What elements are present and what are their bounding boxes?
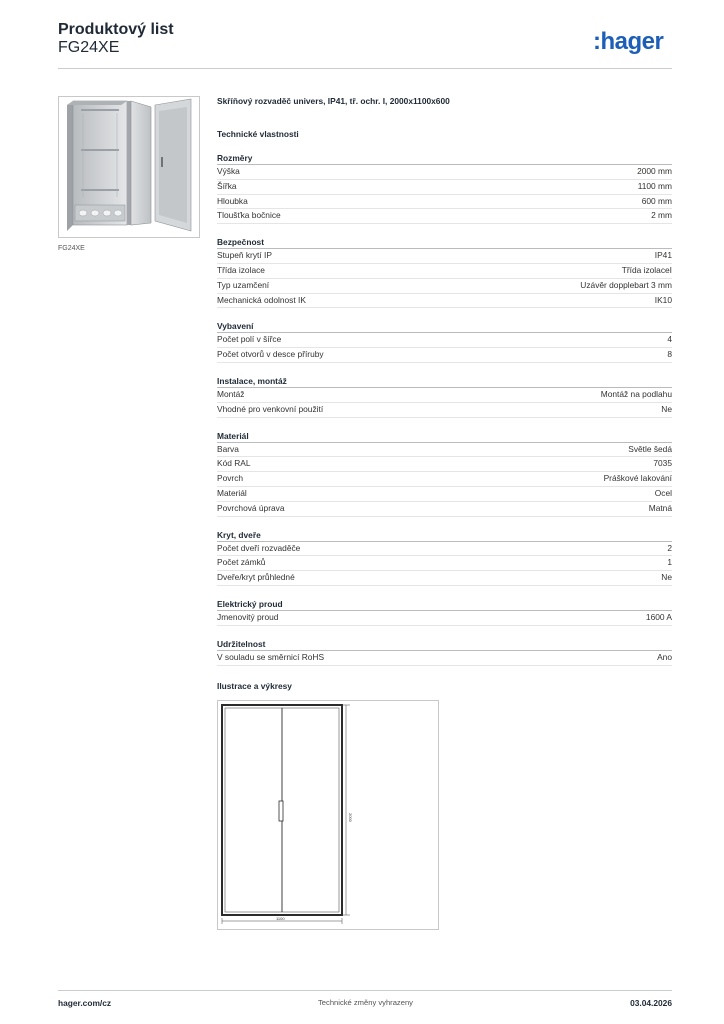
spec-label: Typ uzamčení	[217, 279, 270, 290]
footer-note: Technické změny vyhrazeny	[318, 998, 413, 1007]
spec-section	[217, 152, 672, 224]
spec-label: Mechanická odolnost IK	[217, 294, 306, 305]
spec-row	[217, 333, 672, 348]
spec-value: 2000 mm	[637, 166, 672, 176]
spec-value: 4	[667, 334, 672, 345]
spec-row	[217, 165, 672, 180]
spec-label: Barva	[217, 443, 239, 454]
spec-label: V souladu se směrnicí RoHS	[217, 651, 325, 662]
width-dimension: 1100	[276, 916, 285, 921]
spec-value: 1600 A	[645, 611, 672, 622]
spec-value: Ne	[661, 572, 672, 583]
spec-row	[217, 502, 672, 517]
spec-sections	[217, 152, 672, 666]
spec-value: Třída izolaceI	[621, 264, 672, 275]
footer-website: hager.com/cz	[58, 998, 112, 1008]
spec-label: Jmenovitý proud	[217, 611, 279, 622]
spec-label: Povrch	[217, 473, 244, 484]
spec-label: Vhodné pro venkovní použití	[217, 403, 324, 414]
footer-divider	[58, 990, 672, 991]
spec-value: 600 mm	[641, 195, 672, 206]
spec-row	[217, 348, 672, 363]
spec-value: Světle šedá	[628, 443, 672, 454]
spec-value: Matná	[648, 502, 672, 513]
product-code: FG24XE	[58, 39, 120, 56]
section-title: Udržitelnost	[217, 638, 672, 651]
footer-date: 03.04.2026	[630, 998, 672, 1008]
spec-value: IK10	[654, 294, 672, 305]
spec-row	[217, 472, 672, 487]
spec-row	[217, 403, 672, 418]
spec-label: Montáž	[217, 388, 245, 399]
section-title: Instalace, montáž	[217, 375, 672, 388]
spec-value: 2 mm	[651, 210, 672, 221]
spec-value: 1	[667, 557, 672, 568]
spec-label: Počet zámků	[217, 557, 266, 568]
spec-value: Ocel	[654, 487, 672, 498]
spec-value: Ano	[657, 651, 672, 662]
spec-section	[217, 375, 672, 418]
section-title: Kryt, dveře	[217, 529, 672, 542]
section-title: Vybavení	[217, 320, 672, 333]
spec-label: Výška	[217, 166, 240, 176]
section-title: Rozměry	[217, 152, 672, 165]
door-handle-icon	[279, 801, 283, 821]
spec-label: Tloušťka bočnice	[217, 210, 281, 221]
logo-text: :hager	[593, 28, 664, 55]
spec-label: Materiál	[217, 487, 247, 498]
spec-value: 8	[667, 349, 672, 360]
spec-row	[217, 249, 672, 264]
spec-section	[217, 638, 672, 666]
spec-row	[217, 388, 672, 403]
spec-value: Uzávěr dopplebart 3 mm	[580, 279, 672, 290]
spec-row	[217, 487, 672, 502]
spec-row	[217, 264, 672, 279]
spec-content	[217, 94, 672, 666]
cabinet-front-drawing	[218, 701, 438, 929]
spec-section	[217, 598, 672, 626]
spec-value: Ne	[661, 403, 672, 414]
spec-value: Montáž na podlahu	[600, 388, 672, 399]
product-title: Skříňový rozvaděč univers, IP41, tř. ochr. I, 2000x1100x600	[217, 96, 450, 106]
spec-value: IP41	[654, 250, 672, 261]
spec-label: Stupeň krytí IP	[217, 250, 272, 261]
spec-label: Hloubka	[217, 195, 248, 206]
product-photo	[58, 96, 200, 238]
header-divider	[58, 68, 672, 69]
spec-row	[217, 209, 672, 224]
tech-properties-heading: Technické vlastnosti	[217, 129, 299, 139]
spec-label: Počet dveří rozvaděče	[217, 542, 301, 553]
spec-row	[217, 571, 672, 586]
spec-section	[217, 430, 672, 517]
cabinet-photo-image	[59, 97, 199, 237]
page-title: Produktový list	[58, 21, 174, 38]
spec-value: 1100 mm	[637, 180, 672, 191]
height-dimension: 2000	[348, 813, 353, 822]
spec-section	[217, 529, 672, 586]
section-title: Elektrický proud	[217, 598, 672, 611]
spec-label: Dveře/kryt průhledné	[217, 572, 295, 583]
spec-row	[217, 294, 672, 309]
technical-drawing	[217, 700, 439, 930]
spec-row	[217, 457, 672, 472]
spec-row	[217, 443, 672, 458]
spec-row	[217, 180, 672, 195]
spec-row	[217, 611, 672, 626]
spec-row	[217, 651, 672, 666]
spec-label: Šířka	[217, 180, 237, 191]
spec-label: Počet otvorů v desce příruby	[217, 349, 324, 360]
spec-value: 2	[667, 542, 672, 553]
section-title: Materiál	[217, 430, 672, 443]
spec-row	[217, 279, 672, 294]
hager-logo	[593, 27, 673, 57]
spec-section	[217, 236, 672, 308]
photo-caption: FG24XE	[58, 245, 85, 252]
spec-label: Počet polí v šířce	[217, 334, 282, 345]
spec-row	[217, 542, 672, 557]
spec-row	[217, 195, 672, 210]
spec-value: 7035	[653, 458, 672, 469]
spec-value: Práškové lakování	[603, 473, 672, 484]
illustration-heading: Ilustrace a výkresy	[217, 681, 292, 691]
spec-label: Třída izolace	[217, 264, 265, 275]
spec-label: Kód RAL	[217, 458, 251, 469]
spec-label: Povrchová úprava	[217, 502, 285, 513]
spec-row	[217, 556, 672, 571]
section-title: Bezpečnost	[217, 236, 672, 249]
spec-section	[217, 320, 672, 363]
